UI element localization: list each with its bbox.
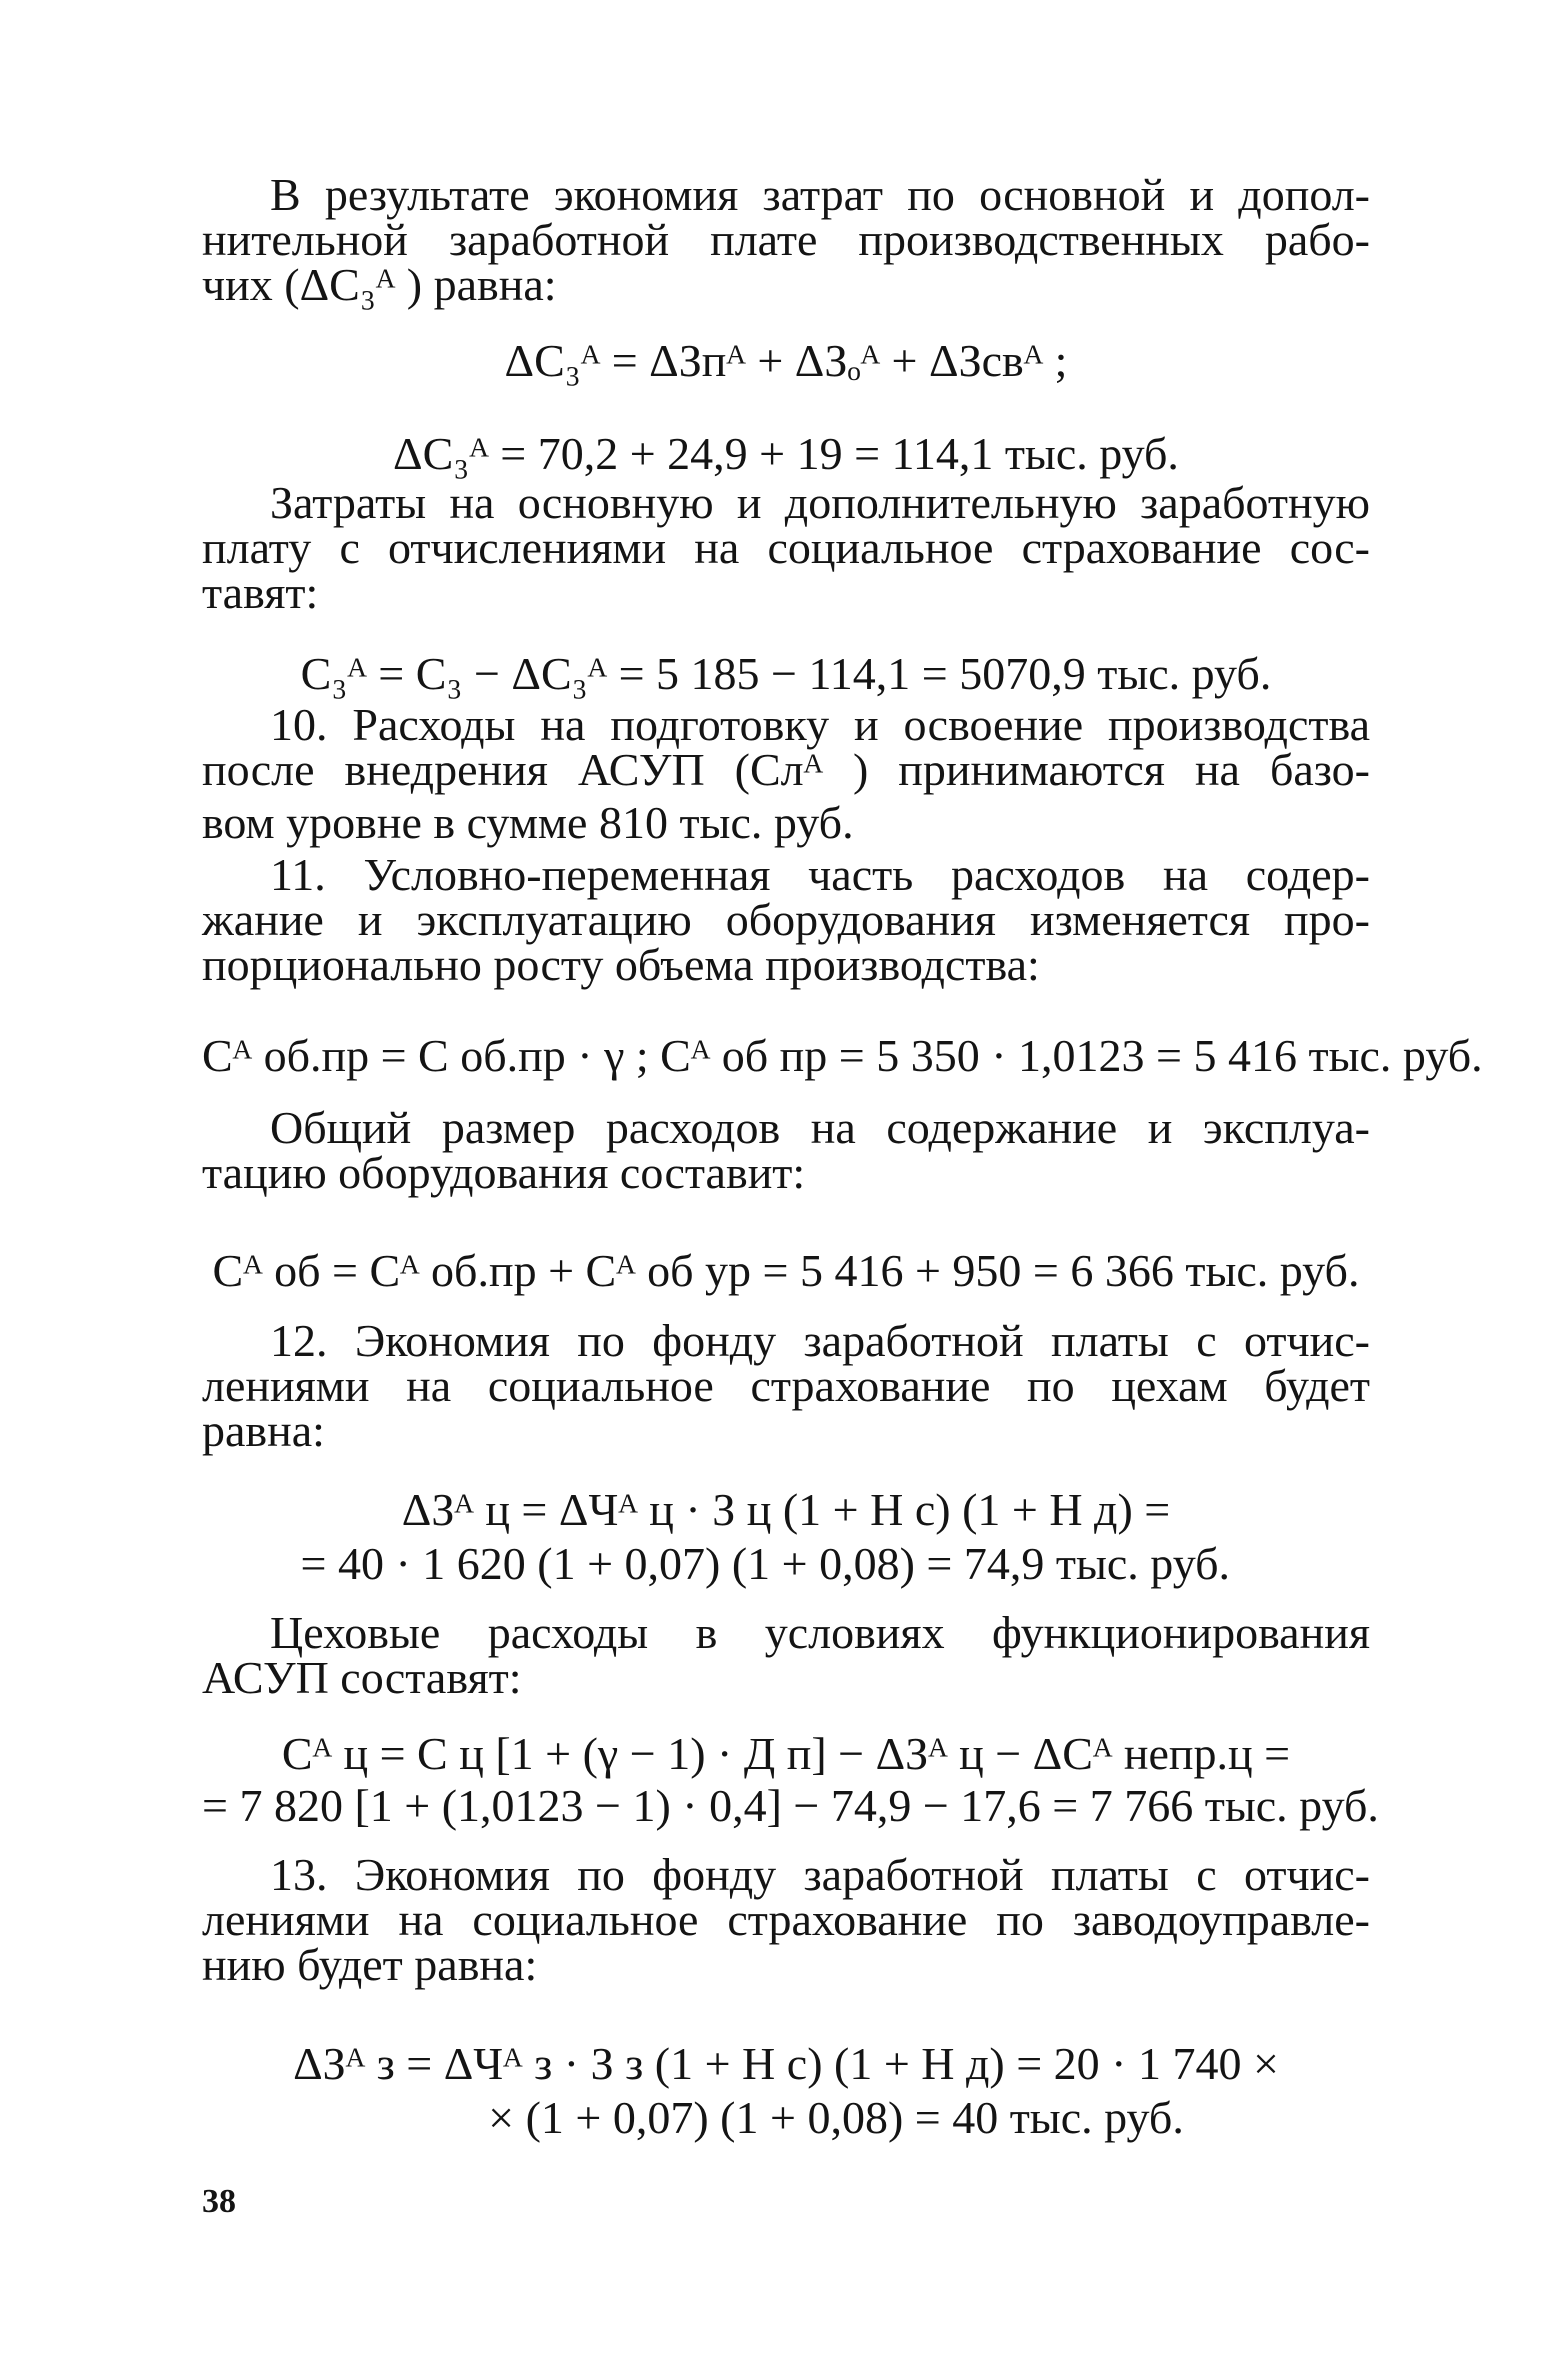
- paragraph-line: Затраты на основную и дополнительную заработную: [270, 477, 1370, 528]
- formula-11: × (1 + 0,07) (1 + 0,08) = 40 тыс. руб.: [488, 2092, 1184, 2143]
- paragraph-7-tail: [202, 1652, 1370, 1703]
- paragraph-line: тацию оборудования составит:: [202, 1147, 806, 1198]
- paragraph-line: 12. Экономия по фонду заработной платы с отчис-: [270, 1315, 1370, 1366]
- paragraph-7: [202, 1607, 1370, 1658]
- paragraph-line: после внедрения АСУП (Cлᴬ ) принимаются на базо-: [202, 744, 1370, 795]
- formula-5: Cᴬ об = Cᴬ об.пр + Cᴬ об ур = 5 416 + 950 = 6 366 тыс. руб.: [212, 1245, 1360, 1296]
- formula-7: = 40 · 1 620 (1 + 0,07) (1 + 0,08) = 74,9 тыс. руб.: [300, 1538, 1230, 1589]
- paragraph-line: равна:: [202, 1405, 325, 1456]
- paragraph-3: [202, 699, 1370, 795]
- paragraph-4-tail: [202, 939, 1370, 990]
- page-number: 38: [202, 2183, 236, 2220]
- paragraph-3-tail: [202, 797, 1370, 848]
- paragraph-line: Общий размер расходов на содержание и эксплуа-: [270, 1102, 1370, 1153]
- paragraph-line: В результате экономия затрат по основной и допол-: [270, 169, 1370, 220]
- formula-4: Cᴬ об.пр = C об.пр · γ ; Cᴬ об пр = 5 350 · 1,0123 = 5 416 тыс. руб.: [202, 1030, 1483, 1081]
- paragraph-line: чих (ΔC₃ᴬ ) равна:: [202, 259, 557, 310]
- paragraph-5: [202, 1102, 1370, 1153]
- paragraph-line: вом уровне в сумме 810 тыс. руб.: [202, 797, 854, 848]
- paragraph-5-tail: [202, 1147, 1370, 1198]
- formula-2: ΔC₃ᴬ = 70,2 + 24,9 + 19 = 114,1 тыс. руб.: [393, 428, 1179, 479]
- paragraph-6: [202, 1315, 1370, 1411]
- paragraph-8-tail: [202, 1939, 1370, 1990]
- paragraph-line: 11. Условно-переменная часть расходов на содер-: [270, 849, 1370, 900]
- paragraph-8: [202, 1849, 1370, 1945]
- formula-8: Cᴬ ц = C ц [1 + (γ − 1) · Д п] − ΔЗᴬ ц − ΔCᴬ непр.ц =: [281, 1728, 1291, 1779]
- paragraph-1: [202, 169, 1370, 265]
- paragraph-line: плату с отчислениями на социальное страхование сос-: [202, 522, 1370, 573]
- paragraph-line: порционально росту объема производства:: [202, 939, 1040, 990]
- paragraph-line: нительной заработной плате производственных рабо-: [202, 214, 1370, 265]
- paragraph-line: Цеховые расходы в условиях функционирования: [270, 1607, 1370, 1658]
- paragraph-line: тавят:: [202, 567, 319, 618]
- paragraph-4: [202, 849, 1370, 945]
- paragraph-line: нию будет равна:: [202, 1939, 538, 1990]
- formula-10: ΔЗᴬ з = ΔЧᴬ з · З з (1 + Н с) (1 + Н д) = 20 · 1 740 ×: [293, 2038, 1279, 2089]
- paragraph-1-tail: [202, 259, 1370, 310]
- formula-1: ΔC₃ᴬ = ΔЗпᴬ + ΔЗₒᴬ + ΔЗсвᴬ ;: [504, 335, 1068, 386]
- paragraph-line: лениями на социальное страхование по цехам будет: [202, 1360, 1370, 1411]
- paragraph-line: 13. Экономия по фонду заработной платы с отчис-: [270, 1849, 1370, 1900]
- formula-9: = 7 820 [1 + (1,0123 − 1) · 0,4] − 74,9 − 17,6 = 7 766 тыс. руб.: [202, 1780, 1379, 1831]
- paragraph-2: [202, 477, 1370, 573]
- paragraph-6-tail: [202, 1405, 1370, 1456]
- paragraph-line: лениями на социальное страхование по заводоуправле-: [202, 1894, 1370, 1945]
- paragraph-line: жание и эксплуатацию оборудования изменяется про-: [202, 894, 1370, 945]
- paragraph-line: 10. Расходы на подготовку и освоение производства: [270, 699, 1370, 750]
- paragraph-line: АСУП составят:: [202, 1652, 522, 1703]
- formula-6: ΔЗᴬ ц = ΔЧᴬ ц · З ц (1 + Н с) (1 + Н д) =: [401, 1484, 1171, 1535]
- paragraph-2-tail: [202, 567, 1370, 618]
- formula-3: C₃ᴬ = C₃ − ΔC₃ᴬ = 5 185 − 114,1 = 5070,9 тыс. руб.: [300, 648, 1272, 699]
